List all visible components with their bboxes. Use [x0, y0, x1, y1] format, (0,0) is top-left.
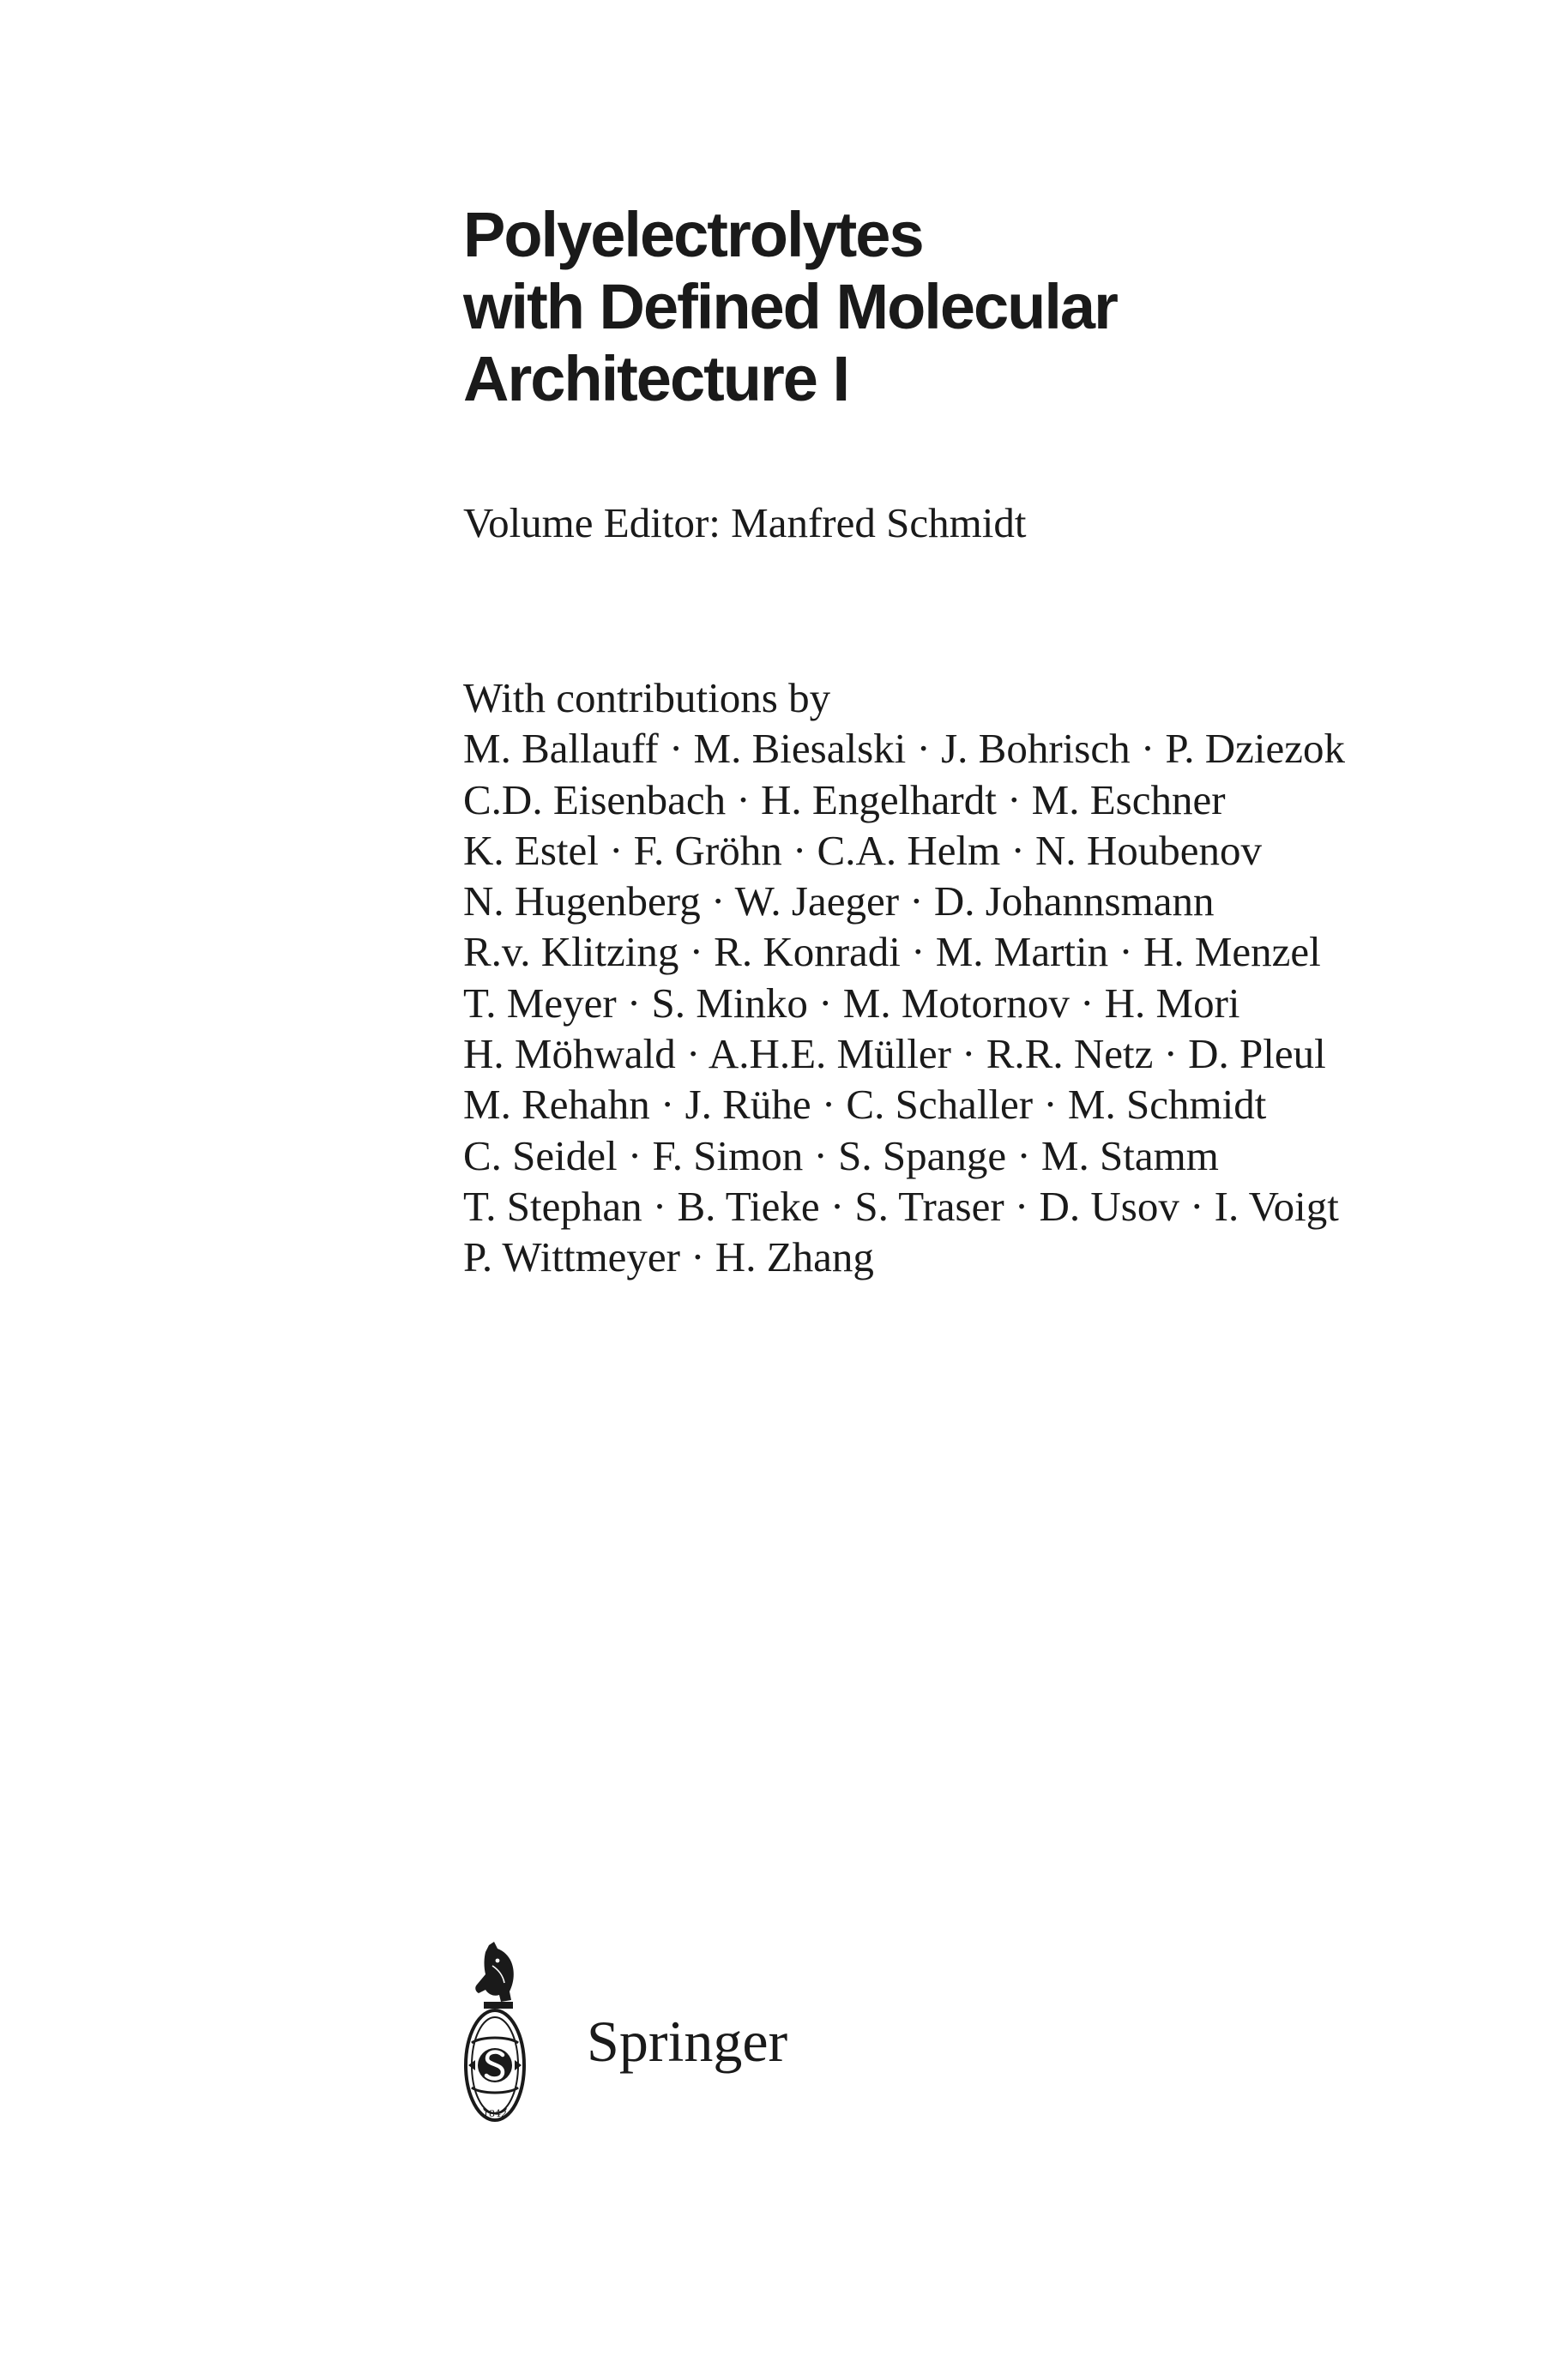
contributors-line-8: M. Rehahn · J. Rühe · C. Schaller · M. Schmidt — [463, 1081, 1267, 1129]
book-title-line-3: Architecture I — [463, 343, 849, 414]
svg-text:1842: 1842 — [483, 2108, 507, 2119]
contributors-line-9: C. Seidel · F. Simon · S. Spange · M. Stamm — [463, 1131, 1219, 1179]
contributors-line-6: T. Meyer · S. Minko · M. Motornov · H. Mori — [463, 979, 1240, 1027]
book-title-line-2: with Defined Molecular — [463, 271, 1117, 342]
springer-knight-icon — [460, 1940, 530, 2136]
contributors-line-5: R.v. Klitzing · R. Konradi · M. Martin · H. Menzel — [463, 928, 1321, 976]
contributors-heading: With contributions by — [463, 674, 831, 721]
contributors-line-4: N. Hugenberg · W. Jaeger · D. Johannsmann — [463, 877, 1215, 925]
contributors-line-1: M. Ballauff · M. Biesalski · J. Bohrisch · P. Dziezok — [463, 725, 1345, 773]
contributors-line-2: C.D. Eisenbach · H. Engelhardt · M. Eschner — [463, 775, 1226, 823]
contributors-line-3: K. Estel · F. Gröhn · C.A. Helm · N. Houbenov — [463, 826, 1263, 874]
volume-editor: Volume Editor: Manfred Schmidt — [463, 499, 1027, 546]
contributors-line-7: H. Möhwald · A.H.E. Müller · R.R. Netz · D. Pleul — [463, 1030, 1326, 1078]
publisher-mark — [460, 1940, 889, 2137]
book-title — [463, 199, 1407, 415]
contributors-line-10: T. Stephan · B. Tieke · S. Traser · D. Usov · I. Voigt — [463, 1182, 1339, 1230]
book-title-line-1: Polyelectrolytes — [463, 199, 923, 270]
publisher-name: Springer — [587, 2009, 788, 2074]
contributors-line-11: P. Wittmeyer · H. Zhang — [463, 1233, 874, 1281]
contributors-block — [463, 672, 1345, 1283]
